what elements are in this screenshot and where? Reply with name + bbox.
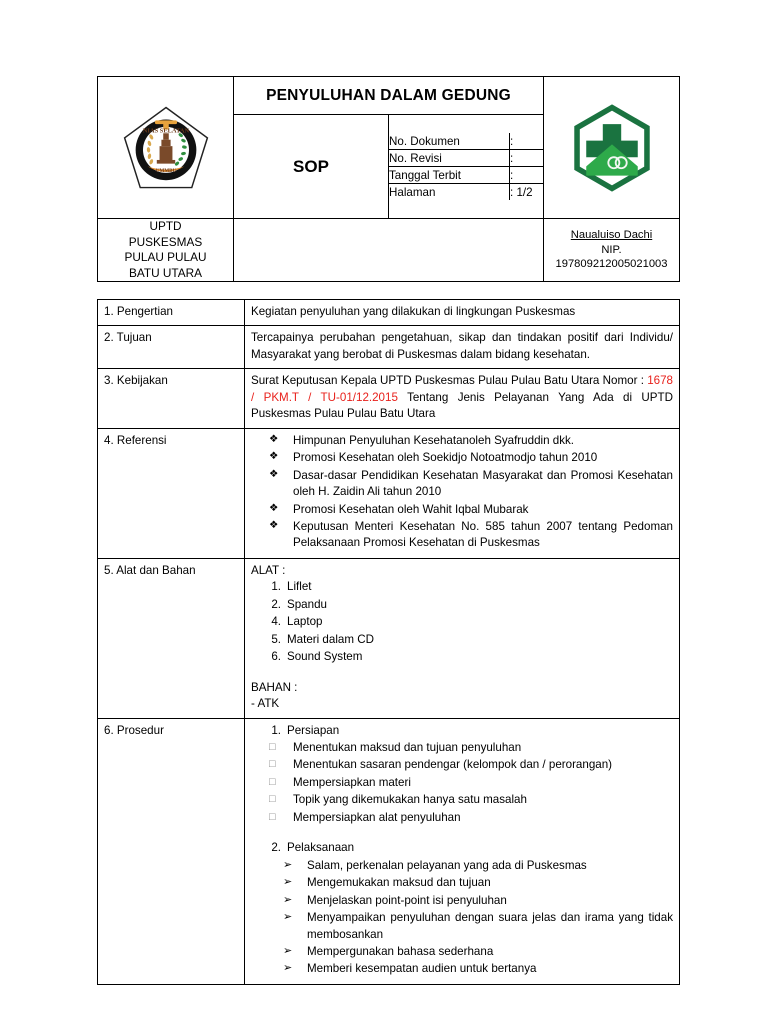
list-text: Materi dalam CD (287, 632, 374, 646)
list-item (261, 632, 673, 648)
meta-row-no-revisi (389, 150, 543, 167)
sop-content-table (97, 299, 680, 985)
list-marker: 2. (271, 841, 281, 855)
puskesmas-logo-cell (544, 77, 680, 219)
meta-value-tanggal-terbit: : (510, 167, 544, 184)
meta-row-halaman (389, 184, 543, 201)
row-label-referensi: 4. Referensi (98, 428, 245, 558)
svg-text:NIAS SELATAN: NIAS SELATAN (142, 126, 189, 134)
list-text: Sound System (287, 650, 363, 664)
list-item: ❖ Himpunan Penyuluhan Kesehatanoleh Syafruddin dkk. (269, 433, 673, 449)
row-label-tujuan: 2. Tujuan (98, 326, 245, 369)
sop-header-table (97, 76, 680, 282)
list-item: ❖ Dasar-dasar Pendidikan Kesehatan Masyarakat dan Promosi Kesehatan oleh H. Zaidin Ali tahun 2010 (269, 468, 673, 501)
persiapan-list (251, 740, 673, 826)
document-meta-fields (389, 115, 544, 219)
list-marker: 4. (271, 615, 281, 629)
meta-label-halaman: Halaman (389, 184, 510, 201)
table-row-pengertian (98, 300, 680, 326)
sop-label: SOP (234, 115, 389, 219)
meta-value-no-dokumen: : (510, 133, 544, 150)
list-item: ➢ Mengemukakan maksud dan tujuan (283, 875, 673, 891)
kebijakan-text-before: Surat Keputusan Kepala UPTD Puskesmas Pulau Pulau Batu Utara Nomor : (251, 374, 648, 388)
row-body-tujuan: Tercapainya perubahan pengetahuan, sikap dan tindakan positif dari Individu/ Masyarakat yang berobat di Puskesmas dalam bidang kesehatan. (245, 326, 680, 369)
signatory-name: Naualuiso Dachi (570, 229, 653, 242)
row-label-prosedur: 6. Prosedur (98, 718, 245, 984)
unit-line-2: PUSKESMAS (128, 234, 203, 249)
row-body-pengertian: Kegiatan penyuluhan yang dilakukan di lingkungan Puskesmas (245, 300, 680, 326)
list-item: □ Menentukan maksud dan tujuan penyuluhan (269, 740, 673, 756)
alat-heading: ALAT : (251, 563, 286, 577)
unit-line-3: PULAU PULAU (124, 250, 207, 265)
list-text: Liflet (287, 580, 312, 594)
list-marker: 6. (271, 650, 281, 664)
row-body-referensi (245, 428, 680, 558)
list-item (261, 579, 673, 595)
section-spacer (251, 667, 673, 680)
table-row-tujuan (98, 326, 680, 369)
row-label-alat-dan-bahan: 5. Alat dan Bahan (98, 558, 245, 718)
kebijakan-document-number: 1678 / PKM.T / TU-01/12.2015 (251, 374, 673, 404)
list-marker: 5. (271, 632, 281, 646)
meta-row-tanggal-terbit (389, 167, 543, 184)
row-body-alat-dan-bahan (245, 558, 680, 718)
group-title-text: Persiapan (287, 723, 340, 737)
referensi-list (251, 433, 673, 552)
list-marker: 1. (271, 723, 281, 737)
prosedur-group-pelaksanaan (251, 840, 673, 978)
list-item: ➢ Salam, perkenalan pelayanan yang ada di Puskesmas (283, 858, 673, 874)
list-item (261, 614, 673, 630)
kebijakan-text-after: Tentang Jenis Pelayanan Yang Ada di UPTD Puskesmas Pulau Pulau Batu Utara (251, 390, 673, 421)
list-item (261, 597, 673, 613)
list-marker: 2. (271, 597, 281, 611)
meta-value-halaman: : 1/2 (510, 185, 533, 199)
meta-row-no-dokumen (389, 133, 543, 150)
bahan-heading: BAHAN : (251, 680, 298, 694)
svg-text:UMMBU: UMMBU (155, 167, 176, 174)
alat-list (251, 579, 673, 665)
puskesmas-green-cross-logo-icon (566, 102, 658, 194)
prosedur-group-persiapan (251, 723, 673, 827)
list-item: ➢ Mempergunakan bahasa sederhana (283, 944, 673, 960)
table-row-alat-dan-bahan (98, 558, 680, 718)
list-item: □ Mempersiapkan alat penyuluhan (269, 810, 673, 826)
regency-emblem-cell (98, 77, 234, 219)
list-item: □ Menentukan sasaran pendengar (kelompok dan / perorangan) (269, 757, 673, 773)
row-body-prosedur (245, 718, 680, 984)
pelaksanaan-list (251, 858, 673, 978)
list-marker: 1. (271, 580, 281, 594)
bahan-item: - ATK (251, 697, 280, 711)
row-label-pengertian: 1. Pengertian (98, 300, 245, 326)
list-item: ❖ Keputusan Menteri Kesehatan No. 585 tahun 2007 tentang Pedoman Pelaksanaan Promosi Kesehatan di Puskesmas (269, 519, 673, 552)
row-label-kebijakan: 3. Kebijakan (98, 369, 245, 428)
list-item: □ Topik yang dikemukakan hanya satu masalah (269, 792, 673, 808)
list-item: ➢ Menyampaikan penyuluhan dengan suara jelas dan irama yang tidak membosankan (283, 910, 673, 943)
regency-emblem-nias-selatan-icon (120, 102, 212, 194)
list-item: ➢ Memberi kesempatan audien untuk bertanya (283, 961, 673, 977)
meta-label-no-dokumen: No. Dokumen (389, 133, 510, 150)
meta-label-tanggal-terbit: Tanggal Terbit (389, 167, 510, 184)
document-title: PENYULUHAN DALAM GEDUNG (234, 77, 544, 115)
section-spacer (251, 827, 673, 840)
list-item: □ Mempersiapkan materi (269, 775, 673, 791)
prosedur-group-title (261, 723, 673, 739)
signature-blank-area (234, 219, 544, 282)
list-item (261, 649, 673, 665)
meta-label-no-revisi: No. Revisi (389, 150, 510, 167)
unit-name-block (98, 219, 234, 282)
meta-value-no-revisi: : (510, 150, 544, 167)
list-item: ❖ Promosi Kesehatan oleh Wahit Iqbal Mubarak (269, 502, 673, 518)
unit-line-1: UPTD (149, 219, 182, 233)
row-body-kebijakan (245, 369, 680, 428)
table-row-prosedur (98, 718, 680, 984)
group-title-text: Pelaksanaan (287, 841, 355, 855)
prosedur-group-title (261, 840, 673, 856)
table-row-kebijakan (98, 369, 680, 428)
signature-block (544, 219, 680, 282)
table-row-referensi (98, 428, 680, 558)
list-item: ➢ Menjelaskan point-point isi penyuluhan (283, 893, 673, 909)
signatory-nip: NIP. 197809212005021003 (555, 243, 668, 271)
list-text: Spandu (287, 597, 327, 611)
list-item: ❖ Promosi Kesehatan oleh Soekidjo Notoatmodjo tahun 2010 (269, 450, 673, 466)
unit-line-4: BATU UTARA (129, 265, 202, 280)
list-text: Laptop (287, 615, 323, 629)
